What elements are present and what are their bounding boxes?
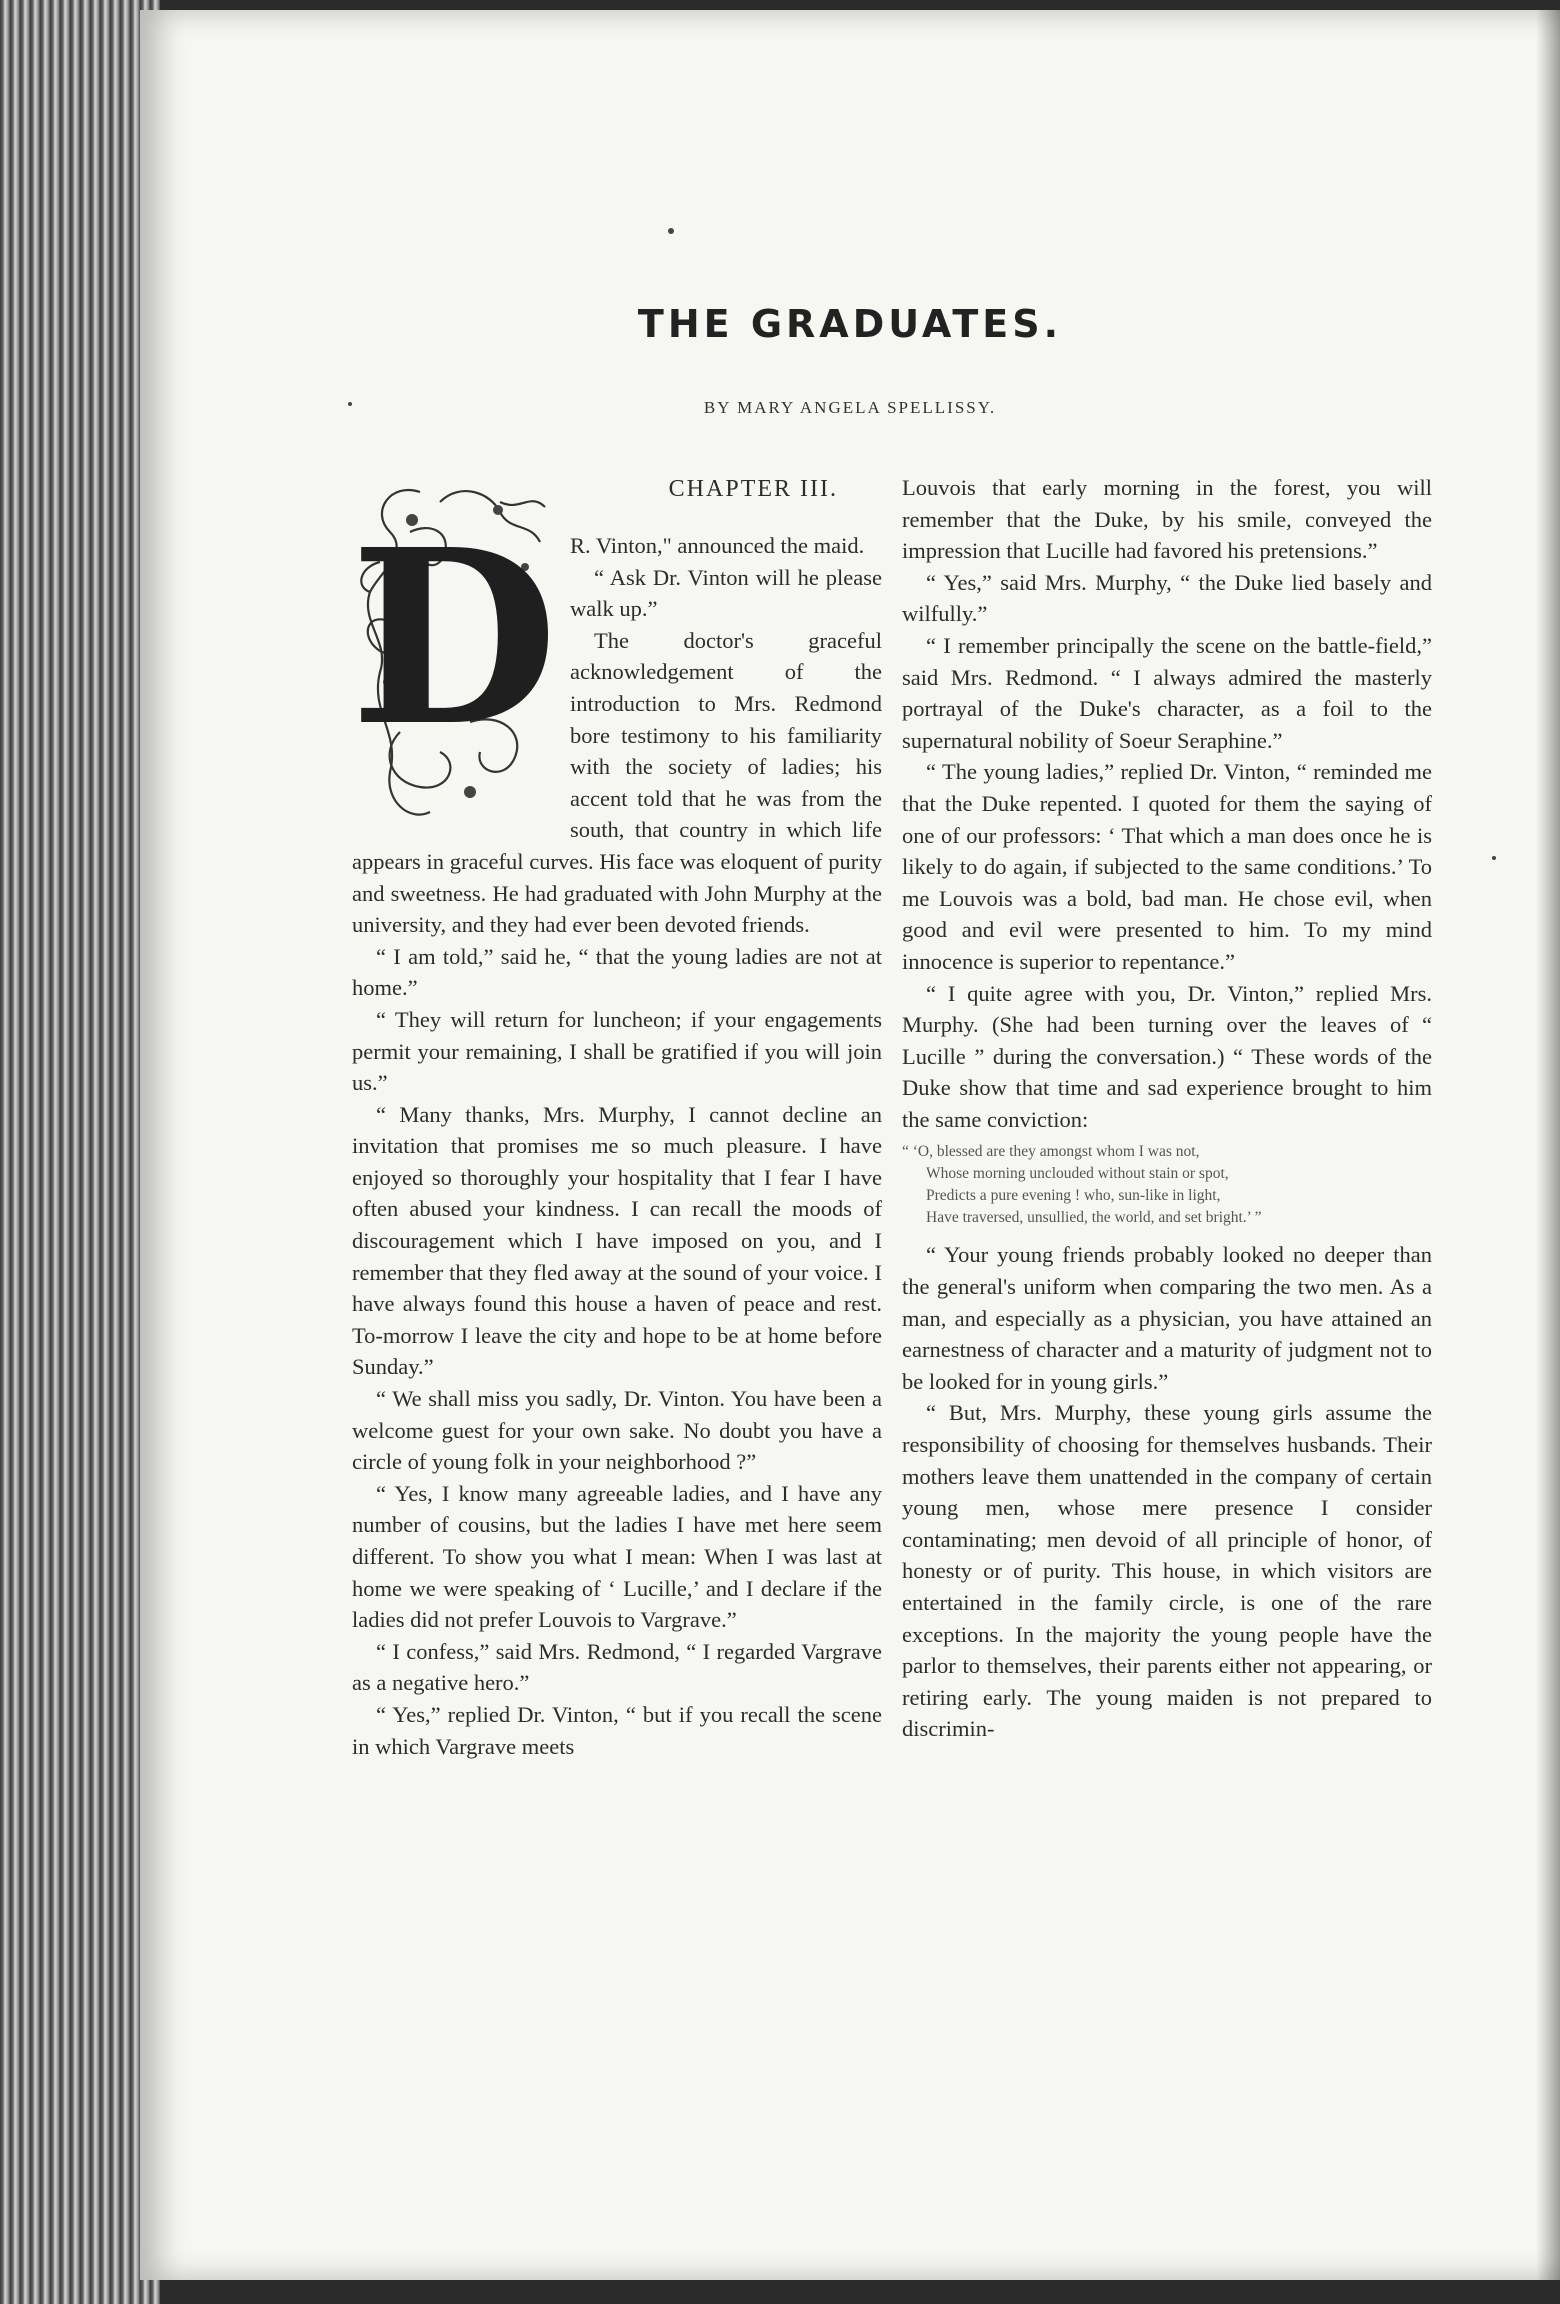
paragraph: “ I quite agree with you, Dr. Vinton,” replied Mrs. Murphy. (She had been turning over the leaves of “ Lucille ” during the conversation.) “ These words of the Duke show that time and sad experience brought to him the same conviction: [902, 980, 1432, 1132]
dropcap-letter: D [350, 497, 558, 779]
chapter-heading: CHAPTER III. [668, 476, 838, 502]
paragraph: “ Ask Dr. Vinton will he please walk up.” [570, 564, 882, 622]
opening-line: R. Vinton," announced the maid. [570, 533, 865, 558]
paragraph: “ Your young friends probably looked no deeper than the general's uniform when comparing the two men. As a man, and especially as a physician, you have attained an earnestness of character and a maturity of judgment not to be looked for in young girls.” [902, 1242, 1432, 1394]
paragraph: “ The young ladies,” replied Dr. Vinton, “ reminded me that the Duke repented. I quoted for them the saying of one of our professors: ‘ That which a man does once he is likely to do again, if subjected to the same conditions.’ To me Louvois was a bold, bad man. He chose evil, when good and evil were presented to him. To my mind innocence is superior to repentance.” [902, 759, 1432, 974]
paragraph: “ We shall miss you sadly, Dr. Vinton. You have been a welcome guest for your own sake. No doubt you have a circle of young folk in your neighborhood ?” [352, 1386, 882, 1475]
paragraph: “ I remember principally the scene on the battle-field,” said Mrs. Redmond. “ I always admired the masterly portrayal of the Duke's character, as a foil to the supernatural nobility of Soeur Seraphine.” [902, 632, 1432, 753]
ink-speck [1492, 856, 1496, 860]
poem-line: Predicts a pure evening ! who, sun-like in light, [926, 1187, 1221, 1205]
magazine-page [140, 10, 1560, 2280]
ornamental-dropcap [350, 472, 558, 832]
poem-line: Have traversed, unsullied, the world, and set bright.’ ” [926, 1209, 1262, 1227]
paragraph: “ Yes, I know many agreeable ladies, and I have any number of cousins, but the ladies I have met here seem different. To show you what I mean: When I was last at home we were speaking of ‘ Lucille,’ and I declare if the ladies did not prefer Louvois to Vargrave.” [352, 1480, 882, 1633]
paragraph: “ Yes,” said Mrs. Murphy, “ the Duke lied basely and wilfully.” [902, 569, 1432, 627]
author-byline: BY MARY ANGELA SPELLISSY. [703, 398, 997, 417]
paragraph: “ I confess,” said Mrs. Redmond, “ I regarded Vargrave as a negative hero.” [352, 1638, 882, 1696]
dropcap-ornament-icon [350, 472, 558, 832]
ink-speck [668, 228, 674, 234]
paragraph: “ Many thanks, Mrs. Murphy, I cannot decline an invitation that promises me so much pleasure. I have enjoyed so thoroughly your hospitality that I fear I have often abused your kindness. I can recall the moods of discouragement which I have imposed on you, and I remember that they fled away at the sound of your voice. I have always found this house a haven of peace and rest. To-morrow I leave the city and hope to be at home before Sunday.” [352, 1101, 882, 1380]
paragraph: “ They will return for luncheon; if your engagements permit your remaining, I shall be gratified if you will join us.” [352, 1006, 882, 1096]
left-column [352, 472, 882, 1762]
book-page-edges [0, 0, 160, 2304]
poem-quote [902, 1141, 1432, 1229]
paragraph: The doctor's graceful acknowledgement of the introduction to Mrs. Redmond bore testimony to his familiarity with the society of ladies; his accent told that he was from the south, that country in which life appears in graceful curves. His face was eloquent of purity and sweetness. He had graduated with John Murphy at the university, and they had ever been devoted friends. [352, 627, 882, 938]
right-column [902, 472, 1432, 1745]
paragraph: “ But, Mrs. Murphy, these young girls assume the responsibility of choosing for themselves husbands. Their mothers leave them unattended in the company of certain young men, whose mere presence I consider contaminating; men devoid of all principle of honor, of honesty or of purity. This house, in which visitors are entertained in the family circle, is one of the rare exceptions. In the majority the young people have the parlor to themselves, their parents either not appearing, or retiring early. The young maiden is not prepared to discrimin- [902, 1400, 1432, 1742]
page-gutter-shadow [1536, 10, 1560, 2280]
poem-line: Whose morning unclouded without stain or spot, [926, 1165, 1229, 1183]
poem-line: “ ‘O, blessed are they amongst whom I was not, [902, 1143, 1200, 1161]
paragraph: “ Yes,” replied Dr. Vinton, “ but if you recall the scene in which Vargrave meets [352, 1701, 882, 1759]
paragraph: “ I am told,” said he, “ that the young ladies are not at home.” [352, 943, 882, 1001]
continued-paragraph: Louvois that early morning in the forest, you will remember that the Duke, by his smile, conveyed the impression that Lucille had favored his pretensions.” [902, 475, 1432, 564]
article-title: THE GRADUATES. [637, 302, 1063, 346]
